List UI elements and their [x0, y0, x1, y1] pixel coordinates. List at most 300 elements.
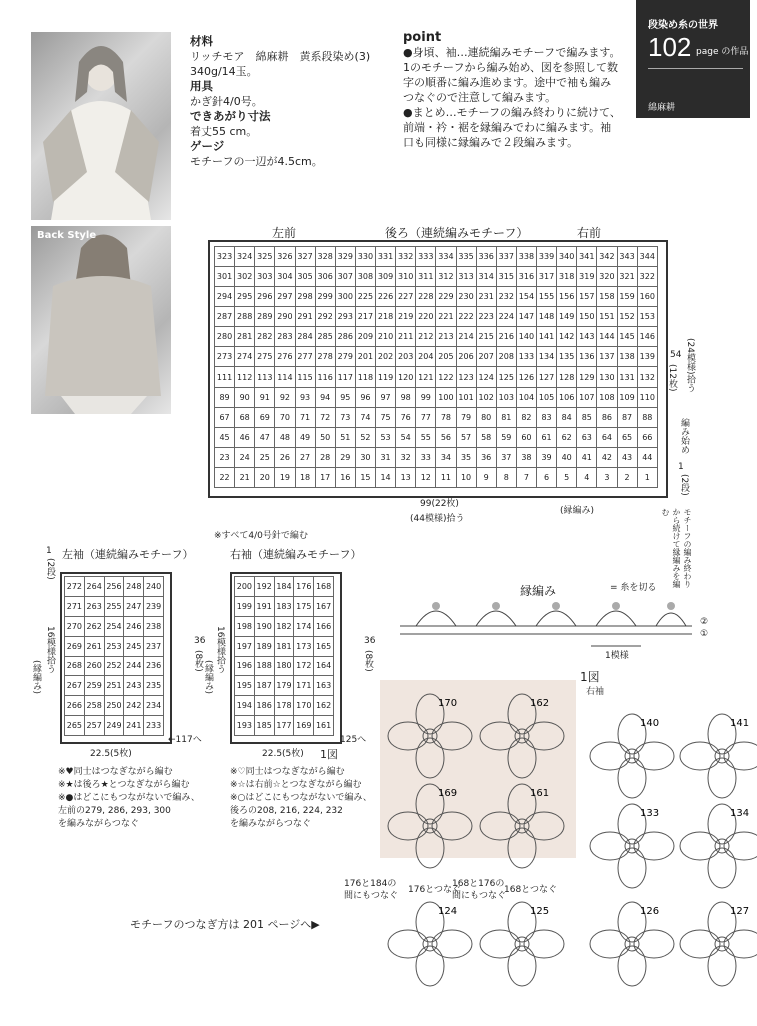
motif-cell: 47: [255, 427, 275, 447]
motif-cell: 115: [295, 367, 315, 387]
motif-cell: 60: [516, 427, 536, 447]
motif-cell: 154: [516, 287, 536, 307]
motif-cell: 339: [537, 247, 557, 267]
motif-cell: 69: [255, 407, 275, 427]
motif-cell: 257: [84, 716, 104, 736]
motif-cell: 225: [355, 287, 375, 307]
petal: [634, 930, 674, 958]
edging-row-1: ①: [700, 629, 709, 639]
motif-cell: 86: [597, 407, 617, 427]
motif-cell: 199: [235, 596, 255, 616]
edge-row-label: 1: [678, 462, 684, 472]
motif-cell: 104: [516, 387, 536, 407]
motif-cell: 212: [416, 327, 436, 347]
motif-cell: 296: [255, 287, 275, 307]
motif-cell: 157: [577, 287, 597, 307]
motif-center: [715, 937, 729, 951]
motif-cell: 159: [617, 287, 637, 307]
motif-cell: 230: [456, 287, 476, 307]
petal: [524, 722, 564, 750]
petal: [618, 758, 646, 798]
motif-cell: 195: [235, 676, 255, 696]
motif-cell: 241: [124, 716, 144, 736]
motif-cell: 323: [215, 247, 235, 267]
motif-cell: 304: [275, 267, 295, 287]
body-grid-row: [215, 327, 658, 347]
motif-cell: 162: [314, 696, 334, 716]
motif-cell: 83: [537, 407, 557, 427]
motif-cell: 6: [537, 467, 557, 487]
motif-number: 162: [530, 698, 550, 709]
motif-cell: 16: [335, 467, 355, 487]
motif-cell: 179: [274, 676, 294, 696]
fig1-subtitle: 右袖: [586, 687, 605, 697]
motif-cell: 57: [456, 427, 476, 447]
motif-cell: 25: [255, 447, 275, 467]
point-line-6: 前端・衿・裾を縁編みでわに編みます。袖: [403, 121, 612, 134]
motif-cell: 84: [557, 407, 577, 427]
motif-cell: 58: [476, 427, 496, 447]
petal: [680, 930, 720, 958]
motif-cell: 24: [235, 447, 255, 467]
motif-162: [480, 694, 564, 778]
motif-cell: 137: [597, 347, 617, 367]
motif-cell: 136: [577, 347, 597, 367]
motif-cell: 208: [496, 347, 516, 367]
fig1-note-3: 176とつなぐ: [408, 885, 461, 895]
motif-cell: 56: [436, 427, 456, 447]
left-sleeve-to: ←117へ: [168, 735, 202, 745]
motif-cell: 344: [637, 247, 657, 267]
right-sleeve-height-count: (8枚): [363, 650, 373, 672]
motif-cell: 178: [274, 696, 294, 716]
motif-cell: 95: [335, 387, 355, 407]
motif-cell: 198: [235, 616, 255, 636]
motif-cell: 39: [537, 447, 557, 467]
motif-center: [715, 839, 729, 853]
motif-125: [480, 902, 564, 986]
motif-cell: 138: [617, 347, 637, 367]
motif-cell: 236: [144, 656, 164, 676]
body-grid-row: [215, 347, 658, 367]
motif-cell: 254: [104, 616, 124, 636]
motif-cell: 48: [275, 427, 295, 447]
motif-cell: 189: [254, 636, 274, 656]
motif-cell: 49: [295, 427, 315, 447]
motif-cell: 113: [255, 367, 275, 387]
motif-cell: 10: [456, 467, 476, 487]
motif-cell: 99: [416, 387, 436, 407]
petal: [416, 946, 444, 986]
motif-cell: 114: [275, 367, 295, 387]
motif-cell: 221: [436, 307, 456, 327]
motif-cell: 245: [124, 636, 144, 656]
motif-cell: 22: [215, 467, 235, 487]
yarn-name: 綿麻耕: [648, 103, 676, 113]
motif-cell: 322: [637, 267, 657, 287]
petal: [508, 828, 536, 868]
motif-cell: 149: [557, 307, 577, 327]
motif-134: [680, 804, 757, 888]
motif-cell: 207: [476, 347, 496, 367]
body-grid-row: [215, 407, 658, 427]
motif-cell: 267: [65, 676, 85, 696]
motif-124: [388, 902, 472, 986]
motif-cell: 311: [416, 267, 436, 287]
motif-cell: 274: [235, 347, 255, 367]
edging-diagram: [396, 596, 709, 656]
motif-cell: 183: [274, 596, 294, 616]
motif-cell: 44: [637, 447, 657, 467]
motif-center: [515, 729, 529, 743]
motif-cell: 27: [295, 447, 315, 467]
motif-141: [680, 714, 757, 798]
motif-cell: 88: [637, 407, 657, 427]
motif-cell: 180: [274, 656, 294, 676]
motif-cell: 218: [376, 307, 396, 327]
body-motif-grid: [214, 246, 658, 488]
body-width: 99(22枚): [420, 499, 459, 509]
motif-cell: 321: [617, 267, 637, 287]
edging-repeat: 1模様: [605, 651, 629, 661]
petal: [432, 722, 472, 750]
motif-cell: 255: [104, 596, 124, 616]
body-grid-row: [215, 427, 658, 447]
point-title: point: [403, 30, 442, 45]
motif-cell: 211: [396, 327, 416, 347]
motif-cell: 271: [65, 596, 85, 616]
petal: [416, 738, 444, 778]
motif-cell: 17: [315, 467, 335, 487]
motif-cell: 158: [597, 287, 617, 307]
left-sleeve-notes: [58, 766, 200, 831]
motif-cell: 155: [537, 287, 557, 307]
motif-cell: 253: [104, 636, 124, 656]
motif-cell: 292: [315, 307, 335, 327]
motif-161: [480, 784, 564, 868]
body-border-label: (縁編み): [560, 506, 595, 516]
gauge-value: モチーフの一辺が4.5cm。: [190, 155, 323, 168]
motif-cell: 262: [84, 616, 104, 636]
petal: [618, 946, 646, 986]
petal: [508, 738, 536, 778]
motif-cell: 277: [295, 347, 315, 367]
motif-center: [715, 749, 729, 763]
motif-cell: 312: [436, 267, 456, 287]
motif-number: 141: [730, 718, 750, 729]
petal: [388, 930, 428, 958]
motif-cell: 102: [476, 387, 496, 407]
motif-cell: 33: [416, 447, 436, 467]
motif-cell: 28: [315, 447, 335, 467]
motif-cell: 2: [617, 467, 637, 487]
left-sleeve-row-count: (2段): [45, 558, 55, 580]
motif-cell: 263: [84, 596, 104, 616]
motif-cell: 261: [84, 636, 104, 656]
motif-cell: 266: [65, 696, 85, 716]
motif-cell: 217: [355, 307, 375, 327]
motif-cell: 240: [144, 577, 164, 597]
motif-cell: 165: [314, 636, 334, 656]
motif-number: 126: [640, 906, 660, 917]
motif-133: [590, 804, 674, 888]
motif-cell: 287: [215, 307, 235, 327]
motif-cell: 284: [295, 327, 315, 347]
body-grid-row: [215, 387, 658, 407]
motif-cell: 278: [315, 347, 335, 367]
motif-cell: 190: [254, 616, 274, 636]
motif-number: 140: [640, 718, 660, 729]
motif-cell: 98: [396, 387, 416, 407]
left-sleeve-row: [65, 656, 164, 676]
motif-cell: 235: [144, 676, 164, 696]
right-sleeve-row: [235, 577, 334, 597]
page-suffix: page の作品・: [696, 47, 757, 57]
motif-cell: 123: [456, 367, 476, 387]
left-sleeve-row-label: 1: [46, 546, 52, 556]
right-sleeve-border: (縁編み): [203, 660, 213, 695]
motif-cell: 186: [254, 696, 274, 716]
motif-cell: 223: [476, 307, 496, 327]
motif-cell: 214: [456, 327, 476, 347]
motif-cell: 293: [335, 307, 355, 327]
motif-cell: 153: [637, 307, 657, 327]
footer-link[interactable]: モチーフのつなぎ方は 201 ページへ▶: [130, 918, 320, 931]
motif-cell: 317: [537, 267, 557, 287]
fig1-title: 1図: [580, 670, 600, 684]
petal: [524, 812, 564, 840]
motif-cell: 15: [355, 467, 375, 487]
motif-cell: 269: [65, 636, 85, 656]
motif-cell: 117: [335, 367, 355, 387]
motif-cell: 327: [295, 247, 315, 267]
motif-cell: 111: [215, 367, 235, 387]
motif-cell: 171: [294, 676, 314, 696]
right-sleeve-row: [235, 616, 334, 636]
motif-cell: 336: [476, 247, 496, 267]
body-height-pick: (24模様)拾う: [685, 338, 695, 393]
edging-title: 縁編み: [520, 584, 557, 598]
left-sleeve-row: [65, 716, 164, 736]
front-photo: [31, 32, 171, 220]
motif-cell: 127: [537, 367, 557, 387]
motif-cell: 175: [294, 596, 314, 616]
motif-cell: 229: [436, 287, 456, 307]
motif-cell: 320: [597, 267, 617, 287]
motif-cell: 308: [355, 267, 375, 287]
motif-cell: 81: [496, 407, 516, 427]
right-sleeve-row: [235, 596, 334, 616]
motif-number: 134: [730, 808, 750, 819]
petal: [708, 848, 736, 888]
page-number: 102: [648, 32, 692, 62]
motif-number: 133: [640, 808, 660, 819]
petal: [590, 930, 630, 958]
motif-cell: 301: [215, 267, 235, 287]
motif-cell: 246: [124, 616, 144, 636]
size-value: 着丈55 cm。: [190, 125, 258, 138]
motif-cell: 144: [597, 327, 617, 347]
petal: [708, 946, 736, 986]
motif-cell: 19: [275, 467, 295, 487]
motif-cell: 41: [577, 447, 597, 467]
motif-cell: 326: [275, 247, 295, 267]
motif-center: [423, 819, 437, 833]
motif-cell: 125: [496, 367, 516, 387]
motif-cell: 252: [104, 656, 124, 676]
motif-cell: 3: [597, 467, 617, 487]
motif-cell: 59: [496, 427, 516, 447]
motif-cell: 297: [275, 287, 295, 307]
left-sleeve-row: [65, 616, 164, 636]
right-sleeve-to: 125へ: [340, 735, 367, 745]
motif-cell: 237: [144, 636, 164, 656]
motif-cell: 134: [537, 347, 557, 367]
motif-cell: 75: [376, 407, 396, 427]
right-sleeve-row: [235, 656, 334, 676]
motif-cell: 281: [235, 327, 255, 347]
motif-cell: 43: [617, 447, 637, 467]
motif-cell: 238: [144, 616, 164, 636]
motif-cell: 289: [255, 307, 275, 327]
motif-cell: 128: [557, 367, 577, 387]
motif-cell: 87: [617, 407, 637, 427]
motif-cell: 26: [275, 447, 295, 467]
point-block: [403, 30, 633, 150]
petal: [708, 758, 736, 798]
motif-number: 127: [730, 906, 750, 917]
motif-cell: 116: [315, 367, 335, 387]
motif-cell: 300: [335, 287, 355, 307]
motif-cell: 103: [496, 387, 516, 407]
motif-cell: 4: [577, 467, 597, 487]
petal: [416, 828, 444, 868]
motif-number: 169: [438, 788, 458, 799]
motif-cell: 143: [577, 327, 597, 347]
motif-cell: 298: [295, 287, 315, 307]
right-sleeve-width: 22.5(5枚): [262, 749, 304, 759]
motif-number: 124: [438, 906, 458, 917]
motif-cell: 174: [294, 616, 314, 636]
fig1-note-5: 間にもつなぐ: [452, 891, 507, 901]
motif-cell: 342: [597, 247, 617, 267]
motif-cell: 85: [577, 407, 597, 427]
motif-cell: 310: [396, 267, 416, 287]
motif-cell: 177: [274, 716, 294, 736]
petal: [480, 930, 520, 958]
petal: [524, 930, 564, 958]
left-sleeve-row: [65, 596, 164, 616]
body-height: 54: [670, 350, 682, 360]
motif-cell: 205: [436, 347, 456, 367]
motif-cell: 272: [65, 577, 85, 597]
right-front-label: 右前: [577, 226, 602, 240]
motif-center: [423, 937, 437, 951]
motif-cell: 130: [597, 367, 617, 387]
motif-center: [515, 937, 529, 951]
motif-cell: 243: [124, 676, 144, 696]
motif-cell: 280: [215, 327, 235, 347]
motif-cell: 13: [396, 467, 416, 487]
motif-cell: 135: [557, 347, 577, 367]
body-grid-row: [215, 467, 658, 487]
motif-cell: 73: [335, 407, 355, 427]
motif-cell: 184: [274, 577, 294, 597]
right-sleeve-height: 36: [364, 636, 376, 646]
materials-label: 材料: [190, 34, 213, 48]
motif-cell: 5: [557, 467, 577, 487]
motif-cell: 91: [255, 387, 275, 407]
motif-cell: 168: [314, 577, 334, 597]
motif-cell: 285: [315, 327, 335, 347]
motif-cell: 313: [456, 267, 476, 287]
motif-cell: 105: [537, 387, 557, 407]
motif-cell: 247: [124, 596, 144, 616]
body-grid-row: [215, 287, 658, 307]
motif-cell: 202: [376, 347, 396, 367]
motif-cell: 324: [235, 247, 255, 267]
right-sleeve-grid: [234, 576, 334, 736]
motif-cell: 173: [294, 636, 314, 656]
tools-label: 用具: [190, 79, 213, 93]
motif-cell: 228: [416, 287, 436, 307]
fig1-motif-diagram: [380, 680, 750, 1010]
series-tag: [636, 0, 757, 118]
left-sleeve-row: [65, 696, 164, 716]
body-grid-row: [215, 367, 658, 387]
motif-cell: 333: [416, 247, 436, 267]
motif-cell: 161: [314, 716, 334, 736]
motif-cell: 82: [516, 407, 536, 427]
motif-cell: 329: [335, 247, 355, 267]
motif-cell: 11: [436, 467, 456, 487]
point-line-3: 字の順番に編み進めます。途中で袖も編み: [403, 76, 612, 89]
motif-cell: 259: [84, 676, 104, 696]
motif-cell: 34: [436, 447, 456, 467]
motif-cell: 194: [235, 696, 255, 716]
motif-cell: 170: [294, 696, 314, 716]
motif-cell: 50: [315, 427, 335, 447]
motif-cell: 337: [496, 247, 516, 267]
motif-center: [625, 839, 639, 853]
motif-cell: 97: [376, 387, 396, 407]
motif-cell: 227: [396, 287, 416, 307]
edging-cut-note: = 糸を切る: [610, 583, 657, 593]
motif-cell: 92: [275, 387, 295, 407]
motif-cell: 101: [456, 387, 476, 407]
motif-cell: 204: [416, 347, 436, 367]
motif-cell: 70: [275, 407, 295, 427]
motif-cell: 249: [104, 716, 124, 736]
motif-cell: 38: [516, 447, 536, 467]
point-line-1: ●身頃、袖…連続編みモチーフで編みます。: [403, 46, 621, 59]
motif-cell: 248: [124, 577, 144, 597]
motif-cell: 42: [597, 447, 617, 467]
motif-cell: 251: [104, 676, 124, 696]
motif-cell: 197: [235, 636, 255, 656]
motif-cell: 294: [215, 287, 235, 307]
motif-cell: 288: [235, 307, 255, 327]
motif-cell: 67: [215, 407, 235, 427]
petal: [432, 812, 472, 840]
petal: [508, 946, 536, 986]
left-sleeve-border: (縁編み): [31, 660, 41, 695]
motif-cell: 341: [577, 247, 597, 267]
motif-cell: 181: [274, 636, 294, 656]
motif-cell: 35: [456, 447, 476, 467]
motif-cell: 109: [617, 387, 637, 407]
left-sleeve-row: [65, 577, 164, 597]
